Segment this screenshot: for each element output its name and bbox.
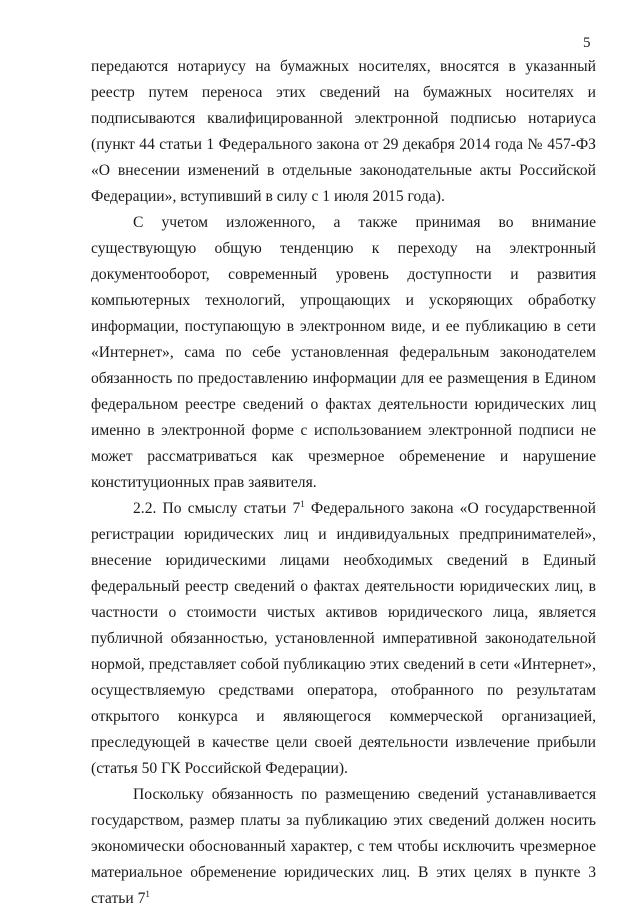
paragraph-continued: передаются нотариусу на бумажных носителях, вносятся в указанный реестр путем переноса этих сведений на бумажных носителях и подписываются квалифицированной электронной подписью нотариуса (пункт 44 статьи 1 Федерального закона от 29 декабря 2014 года № 457-ФЗ «О внесении изменений в отдельные законодательные акты Российской Федерации», вступивший в силу с 1 июля 2015 года). — [91, 58, 596, 205]
article-superscript-end: 1 — [145, 888, 150, 899]
article-superscript: 1 — [300, 498, 305, 509]
paragraph-2-2 — [91, 496, 596, 782]
paragraph-2-2-start: 2.2. По смыслу статьи 7 — [133, 500, 301, 517]
page-number: 5 — [583, 35, 591, 51]
paragraph-since — [91, 782, 596, 912]
body-text — [91, 54, 596, 912]
paragraph-2-2-rest: Федерального закона «О государственной регистрации юридических лиц и индивидуальных предпринимателей», внесение юридическими лицами необходимых сведений в Единый федеральный реестр сведений о фактах деятельности юридических лиц, в частности о стоимости чистых активов юридического лица, является публичной обязанностью, установленной императивной законодательной нормой, представляет собой публикацию этих сведений в сети «Интернет», осуществляемую средствами оператора, отобранного по результатам открытого конкурса и являющегося коммерческой организацией, преследующей в качестве цели своей деятельности извлечение прибыли (статья 50 ГК Российской Федерации). — [91, 500, 596, 777]
paragraph-since-text: Поскольку обязанность по размещению сведений устанавливается государством, размер платы за публикацию этих сведений должен носить экономически обоснованный характер, с тем чтобы исключить чрезмерное материальное обременение юридических лиц. В этих целях в пункте 3 статьи 7 — [91, 786, 596, 907]
paragraph-considering: С учетом изложенного, а также принимая во внимание существующую общую тенденцию к переходу на электронный документооборот, современный уровень доступности и развития компьютерных технологий, упрощающих и ускоряющих обработку информации, поступающую в электронном виде, и ее публикацию в сети «Интернет», сама по себе установленная федеральным законодателем обязанность по предоставлению информации для ее размещения в Едином федеральном реестре сведений о фактах деятельности юридических лиц именно в электронной форме с использованием электронной подписи не может рассматриваться как чрезмерное обременение и нарушение конституционных прав заявителя. — [91, 214, 596, 491]
